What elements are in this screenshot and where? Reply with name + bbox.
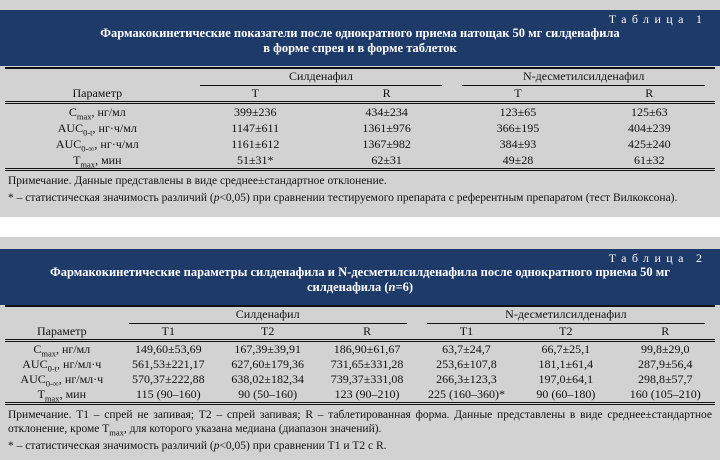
table1-group-header-row xyxy=(5,68,715,86)
param-cell: $T_{max}$, мин xyxy=(37,387,86,404)
data-cell: 66,7±25,1 xyxy=(541,342,591,356)
data-cell: 638,02±182,34 xyxy=(231,372,304,386)
table-row-auc0t xyxy=(5,120,715,136)
table-row-auc0inf xyxy=(5,136,715,152)
subcolumn-header-R: R xyxy=(363,324,372,338)
table2-title-line1: Фармакокинетические параметры силденафила и N-десметилсилденафила после однократного приема 50 мг xyxy=(50,265,670,279)
italic-n: n xyxy=(388,280,396,294)
data-cell: 123 (90–210) xyxy=(334,387,400,401)
data-cell: 149,60±53,69 xyxy=(134,342,202,356)
data-cell: 181,1±61,4 xyxy=(538,357,594,371)
table1-note-line2: * – статистическая значимость различий (p<0,05) при сравнении тестируемого препарата с референтным препаратом (тест Вилкоксона). xyxy=(8,192,678,204)
data-cell: 61±32 xyxy=(634,152,665,167)
data-cell: 90 (50–160) xyxy=(238,387,298,401)
data-cell: 731,65±331,28 xyxy=(330,357,404,371)
data-cell: 225 (160–360)* xyxy=(427,387,505,401)
data-cell: 125±63 xyxy=(631,104,668,119)
table2-note-line1: Примечание. Т1 – спрей не запивая; Т2 – спрей запивая; R – таблетированная форма. Данные представлены в виде среднее±стандартное отклонение, кроме $Т_{max}$, для которого указана медиана (диапазон значений). xyxy=(8,409,712,438)
data-cell: 62±31 xyxy=(371,152,402,167)
data-cell: 99,8±29,0 xyxy=(640,342,690,356)
table2-tag-number: 2 xyxy=(696,251,702,265)
table2-tag xyxy=(0,249,720,265)
data-cell: 115 (90–160) xyxy=(136,387,201,401)
table1-tag-word: Таблица xyxy=(608,12,689,26)
subcolumn-header-R: R xyxy=(661,324,670,338)
data-cell: 49±28 xyxy=(502,152,534,167)
table2-title-line2: силденафила (n=6) xyxy=(307,280,413,294)
italic-p: p xyxy=(213,440,220,452)
param-cell: $C_{max}$, нг/мл xyxy=(68,104,126,121)
data-cell: 167,39±39,91 xyxy=(234,342,301,356)
table1-tag-number: 1 xyxy=(696,12,702,26)
group-header-n-desmethyl: N-десметилсилденафил xyxy=(417,306,715,324)
table2-header-band xyxy=(0,249,720,305)
data-cell: 63,7±24,7 xyxy=(442,342,491,356)
data-cell: 160 (105–210) xyxy=(629,387,701,401)
subcolumn-header-T1: T1 xyxy=(161,324,175,338)
group-header-sildenafil: Силденафил xyxy=(190,68,453,86)
data-cell: 90 (60–180) xyxy=(536,387,596,401)
table-row-cmax xyxy=(5,103,715,121)
param-cell: $AUC_{0-\infty}$, нг·ч/мл xyxy=(55,136,139,153)
data-cell: 1367±982 xyxy=(362,136,411,151)
table1-zone xyxy=(5,67,715,205)
table2-tag-word: Таблица xyxy=(608,251,689,265)
subcolumn-header-T2: T2 xyxy=(261,324,275,338)
table-row-cmax xyxy=(5,341,715,358)
data-cell: 197,0±64,1 xyxy=(538,372,594,386)
italic-p: p xyxy=(213,192,220,204)
data-cell: 287,9±56,4 xyxy=(637,357,693,371)
data-cell: 253,6±107,8 xyxy=(436,357,497,371)
data-cell: 298,8±57,7 xyxy=(637,372,693,386)
table2-note-line2: * – статистическая значимость различий (p<0,05) при сравнении Т1 и Т2 с R. xyxy=(8,440,387,452)
data-cell: 561,53±221,17 xyxy=(131,357,205,371)
group-header-n-desmethyl: N-десметилсилденафил xyxy=(452,68,715,86)
subcolumn-header-R: R xyxy=(645,86,654,100)
data-cell: 739,37±331,08 xyxy=(330,372,404,386)
subcolumn-header-R: R xyxy=(382,86,391,100)
data-cell: 399±236 xyxy=(233,104,277,119)
data-cell: 627,60±179,36 xyxy=(231,357,304,371)
table2-group-header-row xyxy=(5,306,715,324)
table2 xyxy=(5,305,715,405)
table1 xyxy=(5,67,715,171)
data-cell: 186,90±61,67 xyxy=(333,342,401,356)
param-column-header: Параметр xyxy=(72,86,123,100)
table1-title-line1: Фармакокинетические показатели после однократного приема натощак 50 мг силденафила xyxy=(100,26,620,40)
subcolumn-header-T: T xyxy=(514,86,522,100)
subscript-max: max xyxy=(109,427,124,438)
param-cell: $AUC_{0-\infty}$, нг/мл·ч xyxy=(20,372,104,389)
data-cell: 1147±611 xyxy=(231,120,280,135)
data-cell: 266,3±123,3 xyxy=(436,372,497,386)
data-cell: 123±65 xyxy=(499,104,537,119)
subcolumn-header-T1: T1 xyxy=(459,324,474,338)
subcolumn-header-T2: T2 xyxy=(559,324,573,338)
table2-zone xyxy=(5,305,715,453)
param-cell: $T_{max}$, мин xyxy=(73,152,122,169)
data-cell: 384±93 xyxy=(499,136,537,151)
table1-panel xyxy=(0,0,720,217)
table-row-tmax xyxy=(5,152,715,170)
data-cell: 434±234 xyxy=(365,104,408,119)
data-cell: 570,37±222,88 xyxy=(131,372,205,386)
table-row-tmax xyxy=(5,387,715,404)
data-cell: 51±31* xyxy=(236,152,274,167)
table-row-auc0t xyxy=(5,357,715,372)
data-cell: 425±240 xyxy=(628,136,671,151)
data-cell: 366±195 xyxy=(496,120,540,135)
param-cell: $C_{max}$, нг/мл xyxy=(33,342,91,359)
table1-note-line1: Примечание. Данные представлены в виде среднее±стандартное отклонение. xyxy=(8,175,387,187)
data-cell: 404±239 xyxy=(628,120,671,135)
table1-title-line2: в форме спрея и в форме таблеток xyxy=(263,41,457,55)
subcolumn-header-T: T xyxy=(251,86,259,100)
table-row-auc0inf xyxy=(5,372,715,387)
table1-header-band xyxy=(0,10,720,66)
group-header-sildenafil: Силденафил xyxy=(119,306,417,324)
table2-panel xyxy=(0,237,720,460)
param-column-header: Параметр xyxy=(36,324,87,338)
data-cell: 1361±976 xyxy=(362,120,411,135)
data-cell: 1161±612 xyxy=(231,136,280,151)
param-cell: $AUC_{0-t}$, нг/мл·ч xyxy=(22,357,102,374)
param-cell: $AUC_{0-t}$, нг·ч/мл xyxy=(57,120,137,137)
table1-tag xyxy=(0,10,720,26)
